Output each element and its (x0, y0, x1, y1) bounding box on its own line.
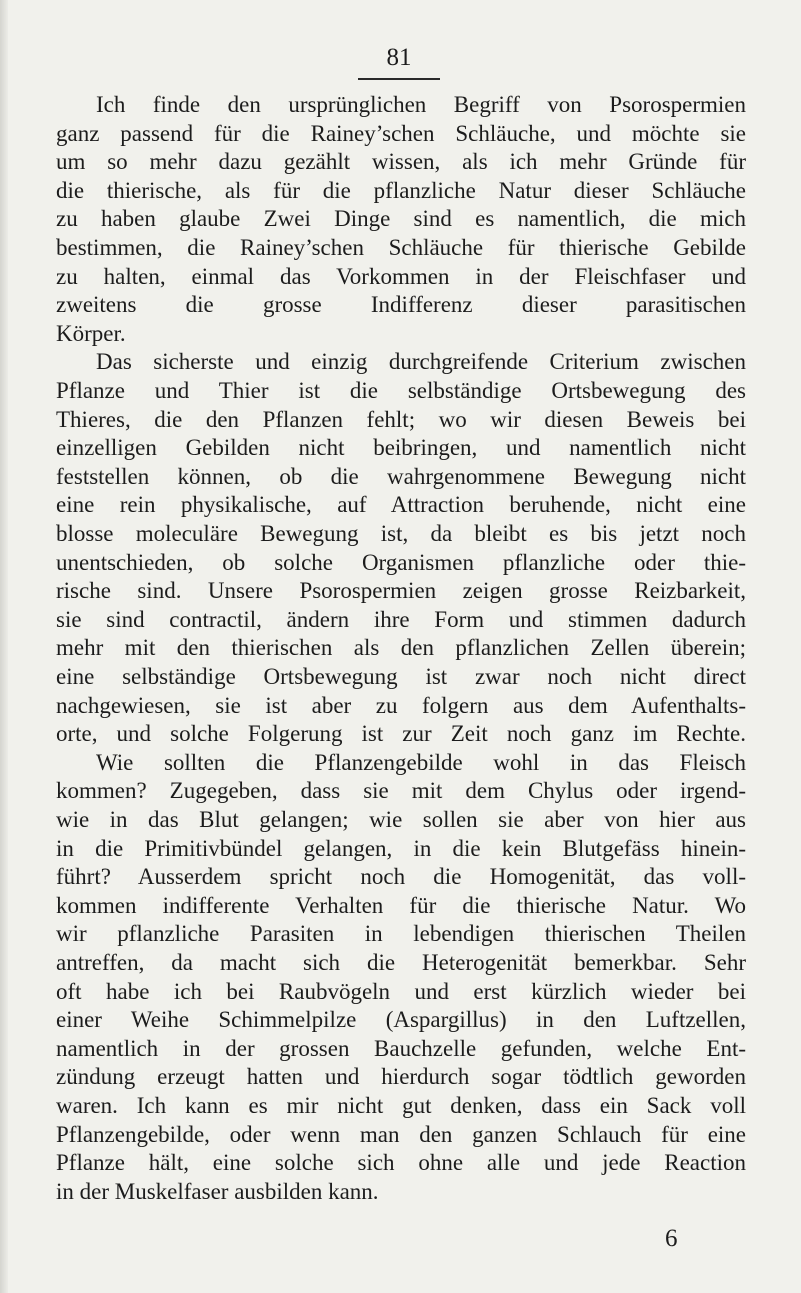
text-line: zu halten, einmal das Vorkommen in der Fleischfaser und (56, 263, 746, 289)
text-line: feststellen können, ob die wahrgenommene Bewegung nicht (56, 463, 746, 489)
text-line: wir pflanzliche Parasiten in lebendigen thierischen Theilen (56, 921, 746, 947)
text-line: führt? Ausserdem spricht noch die Homogenität, das voll- (56, 864, 746, 890)
text-line: waren. Ich kann es mir nicht gut denken, dass ein Sack voll (56, 1093, 746, 1118)
page-number: 81 (386, 44, 412, 71)
signature-mark: 6 (665, 1225, 678, 1252)
text-line: zweitens die grosse Indifferenz dieser parasitischen (56, 292, 746, 318)
text-line: oft habe ich bei Raubvögeln und erst kürzlich wieder bei (56, 978, 746, 1004)
text-line: in der Muskelfaser ausbilden kann. (56, 1178, 379, 1204)
text-line: kommen? Zugegeben, dass sie mit dem Chylus oder irgend- (56, 778, 746, 804)
text-line: eine selbständige Ortsbewegung ist zwar noch nicht direct (56, 664, 746, 689)
text-line: in die Primitivbündel gelangen, in die kein Blutgefäss hinein- (56, 835, 746, 861)
text-line: nachgewiesen, sie ist aber zu folgern aus dem Aufenthalts- (56, 692, 746, 718)
text-line: sie sind contractil, ändern ihre Form und stimmen dadurch (56, 606, 746, 632)
text-line: rische sind. Unsere Psorospermien zeigen grosse Reizbarkeit, (56, 578, 746, 604)
page-number-underline (358, 78, 440, 80)
text-line: kommen indifferente Verhalten für die thierische Natur. Wo (56, 892, 746, 918)
text-line: einer Weihe Schimmelpilze (Aspargillus) in den Luftzellen, (56, 1007, 746, 1033)
text-line: blosse moleculäre Bewegung ist, da bleibt es bis jetzt noch (56, 521, 746, 546)
text-line: unentschieden, ob solche Organismen pflanzliche oder thie- (56, 549, 746, 575)
text-line: Pflanze hält, eine solche sich ohne alle und jede Reaction (56, 1150, 746, 1176)
text-line: orte, und solche Folgerung ist zur Zeit noch ganz im Rechte. (56, 721, 746, 747)
page-edge-shadow (0, 0, 8, 1293)
text-line: Pflanzengebilde, oder wenn man den ganzen Schlauch für eine (56, 1121, 746, 1147)
text-line: einzelligen Gebilden nicht beibringen, und namentlich nicht (56, 435, 746, 461)
text-line: Körper. (56, 320, 126, 346)
text-line: namentlich in der grossen Bauchzelle gefunden, welche Ent- (56, 1035, 746, 1061)
text-line: bestimmen, die Rainey’schen Schläuche für thierische Gebilde (56, 235, 746, 260)
text-line: antreffen, da macht sich die Heterogenität bemerkbar. Sehr (56, 950, 746, 975)
text-line: Ich finde den ursprünglichen Begriff von Psorospermien (96, 92, 746, 117)
text-line: Pflanze und Thier ist die selbständige Ortsbewegung des (56, 378, 746, 403)
text-line: ganz passend für die Rainey’schen Schläuche, und möchte sie (56, 120, 746, 146)
text-line: Thieres, die den Pflanzen fehlt; wo wir diesen Beweis bei (56, 406, 746, 432)
text-line: mehr mit den thierischen als den pflanzlichen Zellen überein; (56, 635, 746, 661)
text-line: Das sicherste und einzig durchgreifende Criterium zwischen (96, 349, 746, 375)
text-line: zündung erzeugt hatten und hierdurch sogar tödtlich geworden (56, 1064, 746, 1090)
text-line: die thierische, als für die pflanzliche Natur dieser Schläuche (56, 177, 746, 203)
text-line: um so mehr dazu gezählt wissen, als ich mehr Gründe für (56, 149, 746, 175)
text-line: Wie sollten die Pflanzengebilde wohl in das Fleisch (96, 749, 746, 775)
text-line: eine rein physikalische, auf Attraction beruhende, nicht eine (56, 492, 746, 518)
text-line: wie in das Blut gelangen; wie sollen sie aber von hier aus (56, 807, 746, 832)
text-line: zu haben glaube Zwei Dinge sind es namentlich, die mich (56, 206, 746, 232)
